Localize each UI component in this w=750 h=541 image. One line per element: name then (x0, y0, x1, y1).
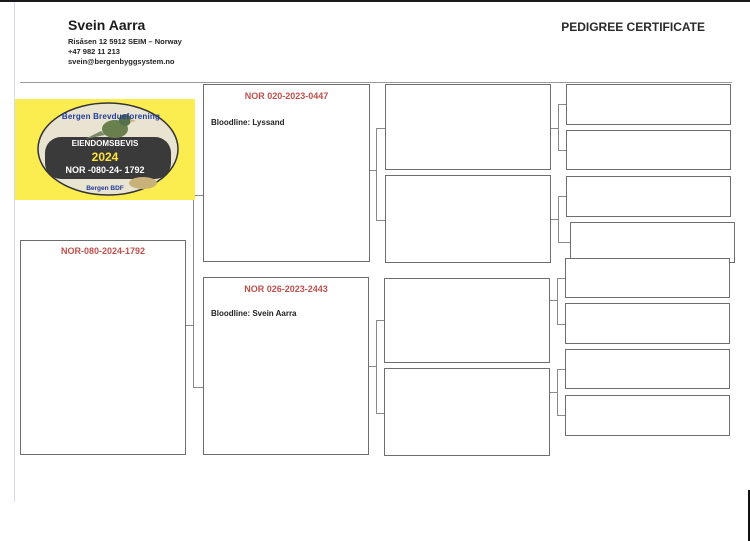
great-grandparent-box (566, 84, 731, 125)
grandparent-box (384, 278, 550, 363)
great-grandparent-box (566, 176, 731, 217)
connector-line (557, 415, 565, 416)
connector-line (558, 242, 570, 243)
connector-line (376, 320, 377, 413)
owner-name: Svein Aarra (68, 17, 146, 33)
connector-line (376, 220, 385, 221)
connector-line (376, 320, 384, 321)
connector-line (558, 104, 559, 150)
connector-line (376, 128, 377, 220)
great-grandparent-box (565, 258, 730, 298)
owner-phone: +47 982 11 213 (68, 47, 120, 56)
connector-line (551, 219, 558, 220)
great-grandparent-box (565, 349, 730, 389)
owner-address: Risåsen 12 5912 SEIM – Norway (68, 37, 182, 46)
connector-line (193, 387, 203, 388)
scan-edge-top (0, 0, 750, 2)
sticker-ring: NOR -080-24- 1792 (65, 165, 145, 175)
connector-line (369, 366, 376, 367)
connector-line (550, 392, 557, 393)
sire-bloodline: Bloodline: Lyssand (211, 118, 285, 127)
connector-line (558, 196, 566, 197)
dam-ring: NOR 026-2023-2443 (244, 284, 328, 294)
ownership-sticker (15, 99, 195, 200)
connector-line (557, 324, 565, 325)
subject-box (20, 240, 186, 455)
connector-line (376, 128, 385, 129)
sire-box (203, 84, 370, 262)
great-grandparent-box (565, 395, 730, 436)
great-grandparent-box (566, 130, 731, 170)
grandparent-box (385, 84, 551, 170)
connector-line (558, 150, 566, 151)
connector-line (193, 195, 194, 387)
connector-line (557, 369, 558, 415)
dam-box (203, 277, 369, 455)
grandparent-box (385, 175, 551, 263)
owner-email: svein@bergenbyggsystem.no (68, 57, 175, 66)
sticker-label: EIENDOMSBEVIS (71, 139, 139, 148)
sticker-club-name: Bergen Brevdueforening (61, 112, 161, 121)
header-separator (20, 82, 732, 83)
connector-line (550, 300, 557, 301)
great-grandparent-box (565, 303, 730, 344)
scan-edge-left (14, 2, 15, 502)
subject-ring: NOR-080-2024-1792 (60, 246, 146, 256)
dam-bloodline: Bloodline: Svein Aarra (211, 309, 297, 318)
connector-line (558, 104, 566, 105)
connector-line (557, 278, 558, 324)
sticker-year: 2024 (91, 150, 119, 164)
connector-line (551, 128, 558, 129)
grandparent-box (384, 368, 550, 456)
great-grandparent-box (570, 222, 735, 263)
sticker-footer: Bergen BDF (86, 185, 124, 192)
connector-line (376, 413, 384, 414)
connector-line (557, 369, 565, 370)
document-title: PEDIGREE CERTIFICATE (561, 20, 705, 34)
connector-line (558, 196, 559, 242)
connector-line (557, 278, 565, 279)
sire-ring: NOR 020-2023-0447 (244, 91, 329, 101)
